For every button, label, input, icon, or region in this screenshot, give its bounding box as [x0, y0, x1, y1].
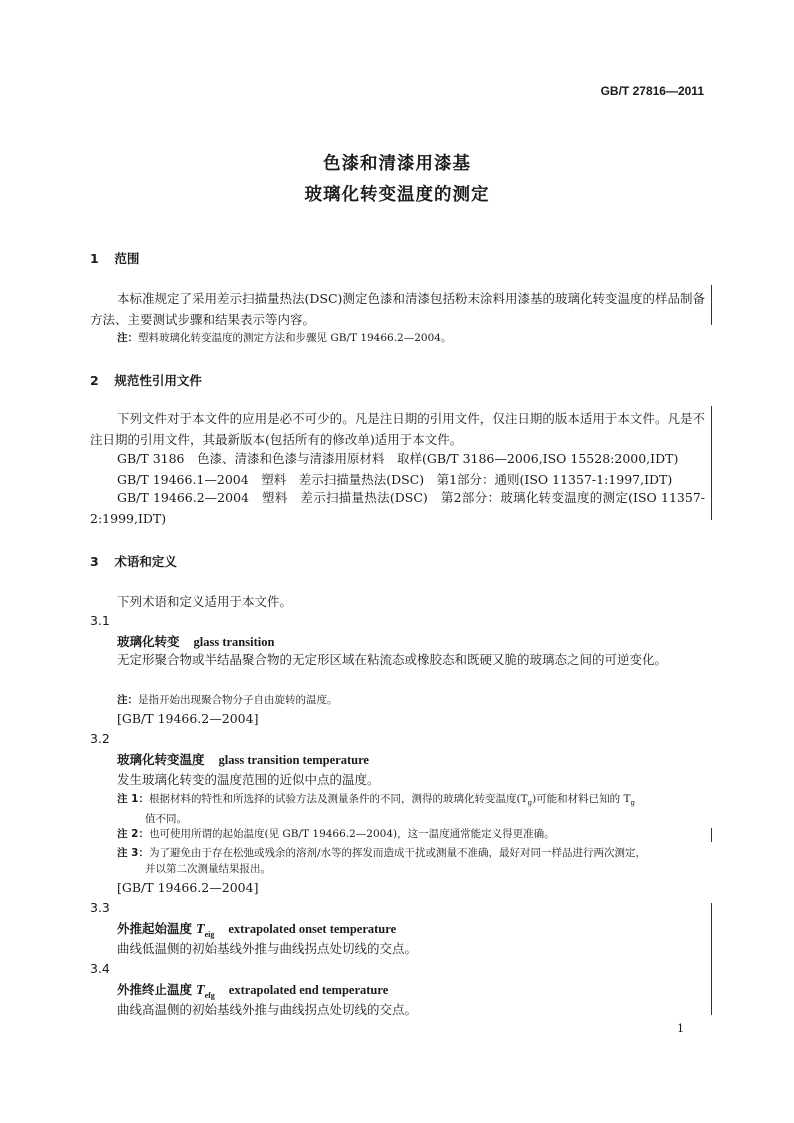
change-bar	[711, 828, 712, 842]
change-bar	[711, 285, 712, 325]
section-number: 3	[90, 554, 99, 569]
note-tag: 注 2：	[117, 828, 149, 840]
note-text: 塑料玻璃化转变温度的测定方法和步骤见 GB/T 19466.2—2004。	[138, 332, 452, 344]
section-3-heading	[90, 552, 177, 570]
term-en: extrapolated onset temperature	[228, 922, 397, 936]
term-heading	[117, 980, 388, 1000]
term-zh: 外推起始温度	[117, 921, 193, 936]
term-note-3	[117, 845, 709, 877]
term-note	[117, 692, 338, 708]
change-bar	[711, 406, 712, 520]
subscript: g	[630, 799, 635, 808]
term-source: [GB/T 19466.2—2004]	[117, 880, 259, 895]
page-number: 1	[677, 1022, 684, 1035]
note-text: 根据材料的特性和所选择的试验方法及测量条件的不同，测得的玻璃化转变温度(T	[148, 793, 528, 805]
term-number: 3.3	[90, 900, 110, 915]
note-text: 也可使用所谓的起始温度(见 GB/T 19466.2—2004)，这一温度通常能定义得更准确。	[148, 828, 555, 840]
term-definition: 曲线低温侧的初始基线外推与曲线拐点处切线的交点。	[117, 941, 418, 956]
term-en: glass transition temperature	[218, 753, 369, 767]
term-definition: 曲线高温侧的初始基线外推与曲线拐点处切线的交点。	[117, 1002, 418, 1017]
note-tag: 注：	[117, 332, 138, 344]
subscript: g	[527, 799, 533, 808]
document-title-line2: 玻璃化转变温度的测定	[304, 185, 490, 205]
term-source: [GB/T 19466.2—2004]	[117, 711, 259, 726]
term-zh: 玻璃化转变温度	[117, 752, 205, 767]
section-title: 规范性引用文件	[114, 373, 202, 388]
reference-item: GB/T 19466.2—2004 塑料 差示扫描量热法(DSC) 第2部分：玻璃化转变温度的测定(ISO 11357-2:1999,IDT)	[90, 490, 705, 526]
term-en: glass transition	[193, 635, 275, 649]
term-zh: 外推终止温度	[117, 982, 193, 997]
term-number: 3.4	[90, 961, 110, 976]
normative-references-paragraph: 下列文件对于本文件的应用是必不可少的。凡是注日期的引用文件，仅注日期的版本适用于本文件。凡是不注日期的引用文件，其最新版本(包括所有的修改单)适用于本文件。	[90, 411, 705, 447]
reference-item: GB/T 19466.1—2004 塑料 差示扫描量热法(DSC) 第1部分：通则(ISO 11357-1:1997,IDT)	[117, 472, 673, 487]
term-heading	[117, 750, 369, 768]
document-title-line1: 色漆和清漆用漆基	[323, 154, 471, 174]
term-heading	[117, 632, 274, 650]
term-number: 3.2	[90, 731, 110, 746]
note-tag: 注 3：	[117, 847, 149, 859]
standard-code: GB/T 27816—2011	[600, 84, 704, 98]
section-number: 2	[90, 373, 99, 388]
term-definition: 发生玻璃化转变的温度范围的近似中点的温度。	[117, 772, 380, 787]
note-text: )可能和材料已知的 T	[532, 793, 631, 805]
term-zh: 玻璃化转变	[117, 634, 180, 649]
section-number: 1	[90, 251, 99, 266]
section-title: 范围	[114, 251, 140, 266]
note-continuation: 值不同。	[145, 813, 187, 826]
term-symbol: $T_{efg}$	[196, 983, 215, 1000]
term-definition: 无定形聚合物或半结晶聚合物的无定形区域在粘流态或橡胶态和既硬又脆的玻璃态之间的可逆变化。	[117, 652, 668, 667]
note-tag: 注 1：	[117, 793, 149, 805]
note-tag: 注：	[117, 694, 138, 706]
section-2-heading	[90, 371, 202, 389]
term-note-1	[117, 791, 709, 827]
term-heading	[117, 919, 396, 939]
note-text: 是指开始出现聚合物分子自由旋转的温度。	[138, 694, 338, 706]
scope-note	[117, 330, 451, 346]
term-en: extrapolated end temperature	[228, 983, 389, 997]
note-continuation: 并以第二次测量结果报出。	[145, 863, 271, 875]
terms-intro: 下列术语和定义适用于本文件。	[117, 594, 293, 609]
section-title: 术语和定义	[114, 554, 177, 569]
change-bar	[711, 903, 712, 1015]
term-symbol: $T_{eig}$	[196, 922, 215, 939]
section-1-heading	[90, 249, 139, 267]
term-note-2	[117, 826, 709, 842]
note-text: 为了避免由于存在松弛或残余的溶剂/水等的挥发而造成干扰或测量不准确，最好对同一样品进行两次测定，	[148, 847, 647, 859]
reference-item: GB/T 3186 色漆、清漆和色漆与清漆用原材料 取样(GB/T 3186—2006,ISO 15528:2000,IDT)	[117, 451, 679, 466]
term-number: 3.1	[90, 613, 110, 628]
scope-paragraph: 本标准规定了采用差示扫描量热法(DSC)测定色漆和清漆包括粉末涂料用漆基的玻璃化转变温度的样品制备方法、主要测试步骤和结果表示等内容。	[90, 291, 705, 327]
